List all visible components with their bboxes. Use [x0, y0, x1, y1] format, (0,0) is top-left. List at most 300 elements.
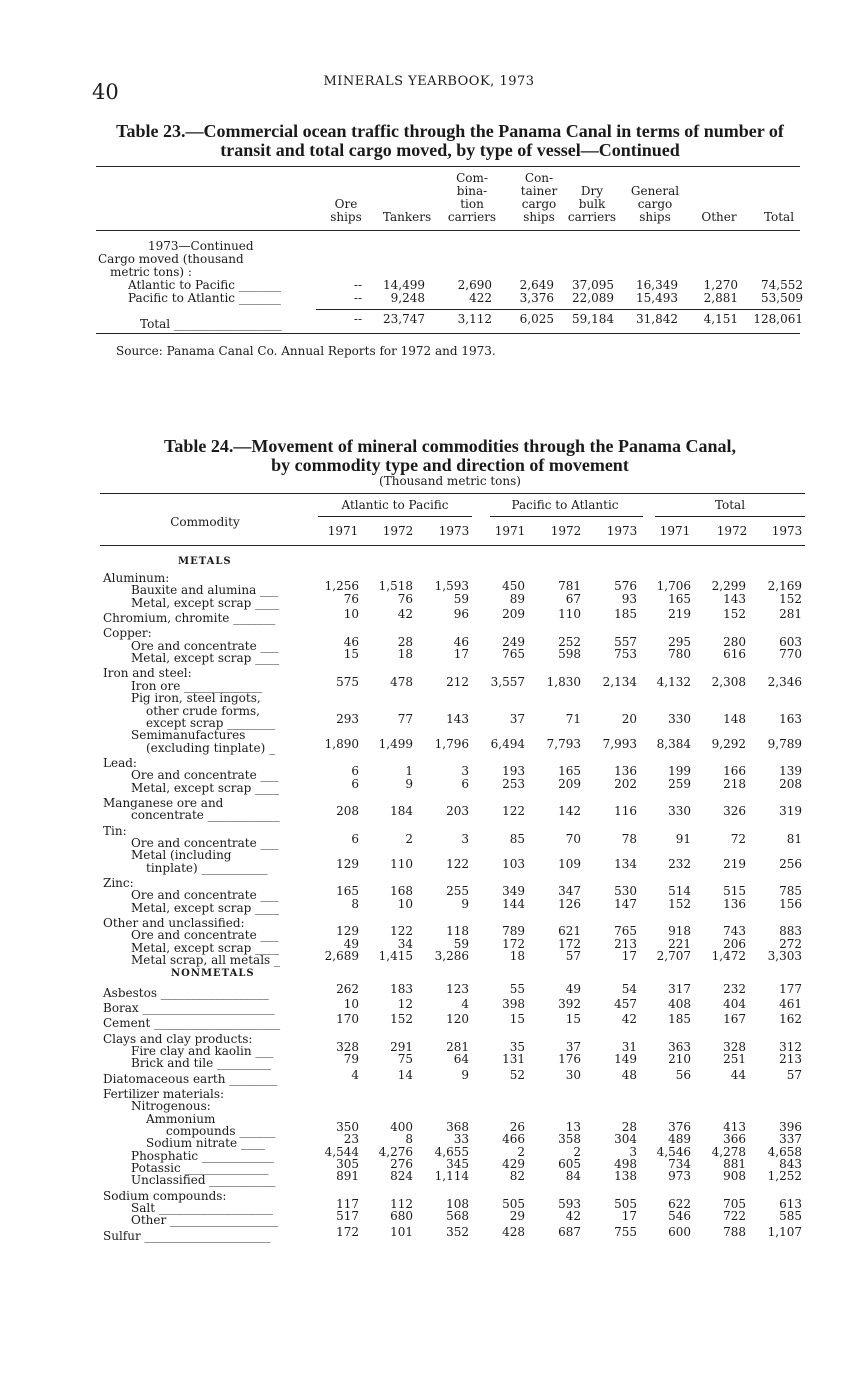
- table24-cell: 49: [565, 981, 581, 996]
- table24-row-label: (excluding tinplate) _: [146, 740, 276, 755]
- table24-cell: 49: [343, 936, 359, 951]
- table24-cell: 152: [779, 591, 802, 606]
- table24-cell: 291: [390, 1039, 413, 1054]
- table23-col-header: bulk: [578, 197, 606, 211]
- table24-cell: 400: [390, 1120, 413, 1134]
- table24-cell: 505: [502, 1197, 525, 1212]
- table24-row-label: Pig iron, steel ingots,: [131, 691, 261, 706]
- table24-cell: 82: [509, 1169, 525, 1184]
- table24-cell: 305: [336, 1157, 359, 1172]
- table24-cell: 89: [509, 591, 525, 606]
- table24-cell: 408: [668, 996, 691, 1011]
- table24-cell: 209: [558, 776, 581, 791]
- table24-cell: 4,132: [656, 674, 691, 689]
- table23-cell: 14,499: [383, 278, 425, 292]
- table24-cell: 33: [453, 1132, 469, 1147]
- table24-cell: 57: [786, 1067, 802, 1082]
- table24-cell: 304: [614, 1132, 637, 1147]
- table24-cell: 42: [397, 607, 413, 622]
- table24-cell: 203: [446, 804, 469, 819]
- table23-col-header: cargo: [637, 197, 673, 211]
- table24-cell: 398: [502, 996, 525, 1011]
- table24-cell: 108: [446, 1197, 469, 1212]
- table23-col-header: General: [630, 184, 680, 198]
- table24-cell: 349: [502, 884, 525, 899]
- table24-row-label: Clays and clay products:: [103, 1031, 253, 1046]
- table24-cell: 71: [565, 711, 581, 726]
- table24-cell: 317: [668, 981, 691, 996]
- table24-cell: 84: [565, 1169, 581, 1184]
- table24-cell: 600: [668, 1224, 691, 1239]
- table24-year-header: 1972: [716, 524, 748, 538]
- table24-cell: 352: [446, 1224, 469, 1239]
- table24-cell: 404: [723, 996, 746, 1011]
- table24-cell: 37: [565, 1039, 581, 1054]
- table24-row-label: Cement _____________________: [103, 1016, 281, 1031]
- table24-cell: 4,276: [378, 1144, 413, 1159]
- table23-col-header: Total: [763, 210, 795, 224]
- table24-cell: 4,655: [434, 1144, 469, 1159]
- table24-cell: 142: [558, 804, 581, 819]
- table24-row-label: Fire clay and kaolin ___: [131, 1043, 274, 1058]
- table24-cell: 4,278: [711, 1144, 746, 1159]
- table24-cell: 546: [668, 1209, 691, 1224]
- table24-cell: 743: [723, 924, 746, 939]
- table24-cell: 4,546: [656, 1144, 691, 1159]
- table24-cell: 79: [343, 1052, 359, 1067]
- table24-cell: 129: [336, 924, 359, 939]
- table24-cell: 6: [351, 776, 359, 791]
- table24-cell: 34: [397, 936, 413, 951]
- table24-cell: 4,544: [324, 1144, 359, 1159]
- table24-cell: 1,830: [546, 674, 581, 689]
- table24-cell: 122: [502, 804, 525, 819]
- table24-cell: 328: [336, 1039, 359, 1054]
- table24-cell: 770: [779, 647, 802, 662]
- table24-cell: 705: [723, 1197, 746, 1212]
- table24-cell: 1,706: [656, 579, 691, 594]
- table24-cell: 3: [461, 832, 469, 846]
- table24-cell: 253: [502, 776, 525, 791]
- table24-cell: 765: [502, 647, 525, 662]
- table24-cell: 78: [621, 832, 637, 846]
- table24-row-label: Potassic ______________: [131, 1161, 269, 1176]
- table24-cell: 295: [668, 634, 691, 649]
- table23-cell: 9,248: [390, 291, 425, 305]
- table24-row-label: tinplate) ___________: [146, 860, 268, 875]
- table24-cell: 376: [668, 1120, 691, 1134]
- table24-section-heading: METALS: [178, 556, 232, 567]
- table24-cell: 3: [629, 1144, 637, 1159]
- table24-cell: 219: [723, 856, 746, 871]
- table24-cell: 6: [351, 764, 359, 779]
- table23-source-note: Source: Panama Canal Co. Annual Reports for 1972 and 1973.: [116, 344, 496, 358]
- table24-cell: 1,890: [324, 736, 359, 751]
- table24-cell: 1,415: [378, 949, 413, 964]
- table24-cell: 15: [509, 1012, 525, 1027]
- table24-cell: 363: [668, 1039, 691, 1054]
- table24-cell: 57: [565, 949, 581, 964]
- table23-cell: 1,270: [703, 278, 738, 292]
- table24-cell: 461: [779, 996, 802, 1011]
- table24-cell: 1,499: [378, 736, 413, 751]
- table24-cell: 593: [558, 1197, 581, 1212]
- table24-cell: 568: [446, 1209, 469, 1224]
- table23-total-cell: 31,842: [636, 312, 678, 326]
- table24-cell: 347: [558, 884, 581, 899]
- table24-cell: 262: [336, 981, 359, 996]
- table24-cell: 687: [558, 1224, 581, 1239]
- table24-cell: 3,303: [767, 949, 802, 964]
- table24-subtitle: (Thousand metric tons): [379, 474, 521, 488]
- table23-col-header: bina-: [456, 184, 488, 198]
- table24-cell: 122: [390, 924, 413, 939]
- table24-cell: 149: [614, 1052, 637, 1067]
- table23-total-cell: --: [353, 312, 362, 326]
- table24-cell: 202: [614, 776, 637, 791]
- table24-cell: 48: [621, 1067, 637, 1082]
- table24-stub-header: Commodity: [170, 515, 240, 529]
- table24-cell: 123: [446, 981, 469, 996]
- table24-cell: 77: [397, 711, 413, 726]
- table24-cell: 232: [723, 981, 746, 996]
- table24-cell: 891: [336, 1169, 359, 1184]
- table24-row-label: Borax ______________________: [103, 1000, 275, 1015]
- table24-cell: 350: [336, 1120, 359, 1134]
- table24-cell: 576: [614, 579, 637, 594]
- table24-cell: 156: [779, 896, 802, 911]
- table24-row-label: concentrate ____________: [131, 808, 280, 823]
- table24-cell: 428: [502, 1224, 525, 1239]
- table23-cell: 2,649: [519, 278, 554, 292]
- table24-row-label: Zinc:: [103, 876, 134, 891]
- table24-cell: 6: [351, 832, 359, 846]
- table24-row-label: Asbestos __________________: [103, 985, 269, 1000]
- table23-total-cell: 4,151: [703, 312, 738, 326]
- table24-cell: 206: [723, 936, 746, 951]
- table24-row-label: Other and unclassified:: [103, 916, 245, 931]
- table23-stub-label: metric tons) :: [110, 265, 192, 279]
- table23-col-header: ships: [330, 210, 362, 224]
- table23-stub-label: Cargo moved (thousand: [98, 252, 244, 266]
- table24-year-header: 1973: [606, 524, 638, 538]
- table23-row-label: Pacific to Atlantic _______: [128, 291, 281, 305]
- table24-year-header: 1972: [382, 524, 414, 538]
- table23-total-cell: 6,025: [519, 312, 554, 326]
- table24-cell: 2: [573, 1144, 581, 1159]
- table24-cell: 337: [779, 1132, 802, 1147]
- table23-col-header: tainer: [520, 184, 558, 198]
- table24-group-header: Total: [714, 498, 746, 512]
- table24-cell: 396: [779, 1120, 802, 1134]
- table24-cell: 17: [453, 647, 469, 662]
- table24-cell: 1,252: [767, 1169, 802, 1184]
- table24-cell: 1,593: [434, 579, 469, 594]
- table24-cell: 212: [446, 674, 469, 689]
- table24-cell: 131: [502, 1052, 525, 1067]
- table24-cell: 70: [565, 832, 581, 846]
- table24-cell: 6: [461, 776, 469, 791]
- table24-cell: 9: [405, 776, 413, 791]
- table24-cell: 54: [621, 981, 637, 996]
- table24-cell: 2,346: [767, 674, 802, 689]
- table23-title-line1: Table 23.—Commercial ocean traffic through the Panama Canal in terms of number of: [116, 121, 784, 141]
- table24-cell: 1,107: [767, 1224, 802, 1239]
- table24-row-label: compounds ______: [166, 1124, 276, 1138]
- table24-cell: 457: [614, 996, 637, 1011]
- table24-cell: 326: [723, 804, 746, 819]
- table23-title-line2: transit and total cargo moved, by type of vessel—Continued: [220, 140, 680, 160]
- table24-cell: 213: [614, 936, 637, 951]
- table23-cell: 2,690: [457, 278, 492, 292]
- table24-cell: 622: [668, 1197, 691, 1212]
- table24-row-label: Semimanufactures: [131, 728, 246, 743]
- table23-total-rule: [316, 309, 800, 310]
- table24-cell: 218: [723, 776, 746, 791]
- table24-row-label: Salt ___________________: [131, 1201, 273, 1216]
- table24-row-label: Metal, except scrap ____: [131, 780, 280, 795]
- table24-cell: 232: [668, 856, 691, 871]
- table24-cell: 109: [558, 856, 581, 871]
- table24-cell: 117: [336, 1197, 359, 1212]
- table24-row-label: Tin:: [103, 823, 127, 838]
- table24-row-label: Metal, except scrap ____: [131, 595, 280, 610]
- table24-cell: 918: [668, 924, 691, 939]
- table23-cell: 37,095: [572, 278, 614, 292]
- table24-cell: 110: [390, 856, 413, 871]
- table24-cell: 165: [558, 764, 581, 779]
- table24-year-header: 1972: [550, 524, 582, 538]
- table24-cell: 118: [446, 924, 469, 939]
- table23-col-header: carriers: [567, 210, 617, 224]
- table24-year-header: 1971: [327, 524, 359, 538]
- table24-cell: 7,993: [602, 736, 637, 751]
- table24-row-label: other crude forms,: [146, 703, 260, 718]
- table23-cell: --: [353, 291, 362, 305]
- table24-cell: 2,134: [602, 674, 637, 689]
- table24-row-label: Unclassified ___________: [131, 1173, 276, 1188]
- table24-header-rule: [100, 545, 805, 546]
- table24-cell: 30: [565, 1067, 581, 1082]
- table23-cell: 22,089: [572, 291, 614, 305]
- table24-cell: 17: [621, 1209, 637, 1224]
- table24-cell: 138: [614, 1169, 637, 1184]
- table24-cell: 44: [730, 1067, 746, 1082]
- table24-cell: 368: [446, 1120, 469, 1134]
- table24-row-label: Copper:: [103, 626, 152, 641]
- table24-cell: 908: [723, 1169, 746, 1184]
- table24-row-label: Ore and concentrate ___: [131, 888, 279, 903]
- running-head: MINERALS YEARBOOK, 1973: [323, 74, 535, 89]
- table23-row-label: Atlantic to Pacific _______: [128, 278, 281, 292]
- table24-row-label: Metal (including: [131, 848, 232, 863]
- table24-cell: 973: [668, 1169, 691, 1184]
- table24-cell: 18: [509, 949, 525, 964]
- table24-cell: 166: [723, 764, 746, 779]
- table24-cell: 162: [779, 1012, 802, 1027]
- table24-year-header: 1971: [659, 524, 691, 538]
- table24-cell: 10: [343, 996, 359, 1011]
- table24-cell: 18: [397, 647, 413, 662]
- table24-row-label: Bauxite and alumina ___: [131, 583, 279, 598]
- table23-cell: 2,881: [703, 291, 738, 305]
- table24-cell: 67: [565, 591, 581, 606]
- table24-cell: 59: [453, 936, 469, 951]
- table24-cell: 598: [558, 647, 581, 662]
- table24-row-label: Nitrogenous:: [131, 1099, 211, 1114]
- table24-cell: 185: [668, 1012, 691, 1027]
- table24-year-header: 1971: [494, 524, 526, 538]
- table24-cell: 129: [336, 856, 359, 871]
- table24-cell: 3: [461, 764, 469, 779]
- table24-cell: 505: [614, 1197, 637, 1212]
- table24-cell: 328: [723, 1039, 746, 1054]
- table24-row-label: Lead:: [103, 755, 137, 770]
- table23-total-cell: 59,184: [572, 312, 614, 326]
- table24-cell: 76: [343, 591, 359, 606]
- table24-cell: 112: [390, 1197, 413, 1212]
- table24-row-label: Other __________________: [131, 1213, 279, 1228]
- table24-cell: 165: [668, 591, 691, 606]
- table24-cell: 255: [446, 884, 469, 899]
- table23-col-header: Tankers: [382, 210, 432, 224]
- table24-group-header: Pacific to Atlantic: [511, 498, 619, 512]
- table23-cell: 74,552: [761, 278, 803, 292]
- table24-row-label: Iron ore _____________: [131, 678, 263, 693]
- table24-cell: 613: [779, 1197, 802, 1212]
- table24-cell: 28: [397, 634, 413, 649]
- table24-cell: 126: [558, 896, 581, 911]
- table24-cell: 59: [453, 591, 469, 606]
- table24-cell: 3,557: [490, 674, 525, 689]
- table24-cell: 72: [730, 832, 746, 846]
- table24-cell: 136: [723, 896, 746, 911]
- table24-cell: 193: [502, 764, 525, 779]
- table23-col-header: ships: [523, 210, 555, 224]
- table24-cell: 498: [614, 1157, 637, 1172]
- table24-group-rule: [318, 516, 472, 517]
- table24-cell: 76: [397, 591, 413, 606]
- table24-cell: 167: [723, 1012, 746, 1027]
- table24-row-label: Ore and concentrate ___: [131, 836, 279, 850]
- table24-cell: 42: [621, 1012, 637, 1027]
- table24-cell: 103: [502, 856, 525, 871]
- table24-row-label: except scrap ________: [146, 715, 276, 730]
- table24-group-header: Atlantic to Pacific: [341, 498, 449, 512]
- table24-cell: 312: [779, 1039, 802, 1054]
- table24-cell: 530: [614, 884, 637, 899]
- table24-cell: 15: [343, 647, 359, 662]
- table23-col-header: carriers: [447, 210, 497, 224]
- table24-cell: 136: [614, 764, 637, 779]
- table24-cell: 93: [621, 591, 637, 606]
- table24-cell: 413: [723, 1120, 746, 1134]
- table24-cell: 2,707: [656, 949, 691, 964]
- table23-cell: 16,349: [636, 278, 678, 292]
- table24-cell: 172: [558, 936, 581, 951]
- table24-cell: 788: [723, 1224, 746, 1239]
- table24-cell: 824: [390, 1169, 413, 1184]
- table24-cell: 152: [723, 607, 746, 622]
- table24-cell: 208: [779, 776, 802, 791]
- table24-cell: 10: [343, 607, 359, 622]
- table23-col-header: Com-: [456, 171, 488, 185]
- table23-col-header: cargo: [521, 197, 557, 211]
- table24-cell: 780: [668, 647, 691, 662]
- table24-row-label: Fertilizer materials:: [103, 1086, 225, 1101]
- table24-cell: 9,292: [711, 736, 746, 751]
- table24-cell: 2: [405, 832, 413, 846]
- table24-row-label: Metal, except scrap ____: [131, 940, 280, 955]
- table24-cell: 29: [509, 1209, 525, 1224]
- table23-total-cell: 3,112: [457, 312, 492, 326]
- table24-title-line1: Table 24.—Movement of mineral commodities through the Panama Canal,: [164, 436, 736, 456]
- table24-cell: 31: [621, 1039, 637, 1054]
- table24-cell: 585: [779, 1209, 802, 1224]
- table24-row-label: Brick and tile _________: [131, 1056, 271, 1071]
- table24-cell: 6,494: [490, 736, 525, 751]
- table24-cell: 101: [390, 1224, 413, 1239]
- table24-cell: 2,169: [767, 579, 802, 594]
- table24-cell: 281: [779, 607, 802, 622]
- table24-cell: 26: [509, 1120, 525, 1134]
- table24-title-line2: by commodity type and direction of movement: [271, 455, 629, 475]
- table24-cell: 1,114: [434, 1169, 469, 1184]
- table24-cell: 734: [668, 1157, 691, 1172]
- table24-cell: 603: [779, 634, 802, 649]
- table24-top-rule: [100, 493, 805, 494]
- table24-cell: 753: [614, 647, 637, 662]
- table24-cell: 276: [390, 1157, 413, 1172]
- page-number: 40: [92, 80, 119, 104]
- table24-row-label: Metal, except scrap ____: [131, 651, 280, 666]
- table24-cell: 789: [502, 924, 525, 939]
- table24-cell: 2,689: [324, 949, 359, 964]
- table24-cell: 134: [614, 856, 637, 871]
- table24-cell: 23: [343, 1132, 359, 1147]
- table24-cell: 358: [558, 1132, 581, 1147]
- table24-cell: 8,384: [656, 736, 691, 751]
- table24-row-label: Ore and concentrate ___: [131, 638, 279, 653]
- table24-row-label: Metal scrap, all metals _: [131, 953, 281, 968]
- table24-cell: 42: [565, 1209, 581, 1224]
- table24-cell: 120: [446, 1012, 469, 1027]
- table24-cell: 1: [405, 764, 413, 779]
- table24-cell: 15: [565, 1012, 581, 1027]
- table24-cell: 621: [558, 924, 581, 939]
- table24-cell: 20: [621, 711, 637, 726]
- table23-bottom-rule: [96, 333, 800, 334]
- table24-cell: 680: [390, 1209, 413, 1224]
- table24-cell: 208: [336, 804, 359, 819]
- table24-row-label: Sodium nitrate ____: [146, 1136, 265, 1151]
- table24-cell: 3,286: [434, 949, 469, 964]
- table23-stub-label: 1973—Continued: [148, 239, 254, 253]
- table24-cell: 213: [779, 1052, 802, 1067]
- table24-cell: 843: [779, 1157, 802, 1172]
- table24-cell: 280: [723, 634, 746, 649]
- table24-row-label: Chromium, chromite _______: [103, 611, 276, 626]
- table24-cell: 8: [405, 1132, 413, 1147]
- table23-cell: --: [353, 278, 362, 292]
- table24-cell: 330: [668, 804, 691, 819]
- table24-group-rule: [490, 516, 643, 517]
- table23-col-header: Con-: [524, 171, 554, 185]
- table24-cell: 199: [668, 764, 691, 779]
- table24-cell: 1,796: [434, 736, 469, 751]
- table24-cell: 252: [558, 634, 581, 649]
- table24-cell: 515: [723, 884, 746, 899]
